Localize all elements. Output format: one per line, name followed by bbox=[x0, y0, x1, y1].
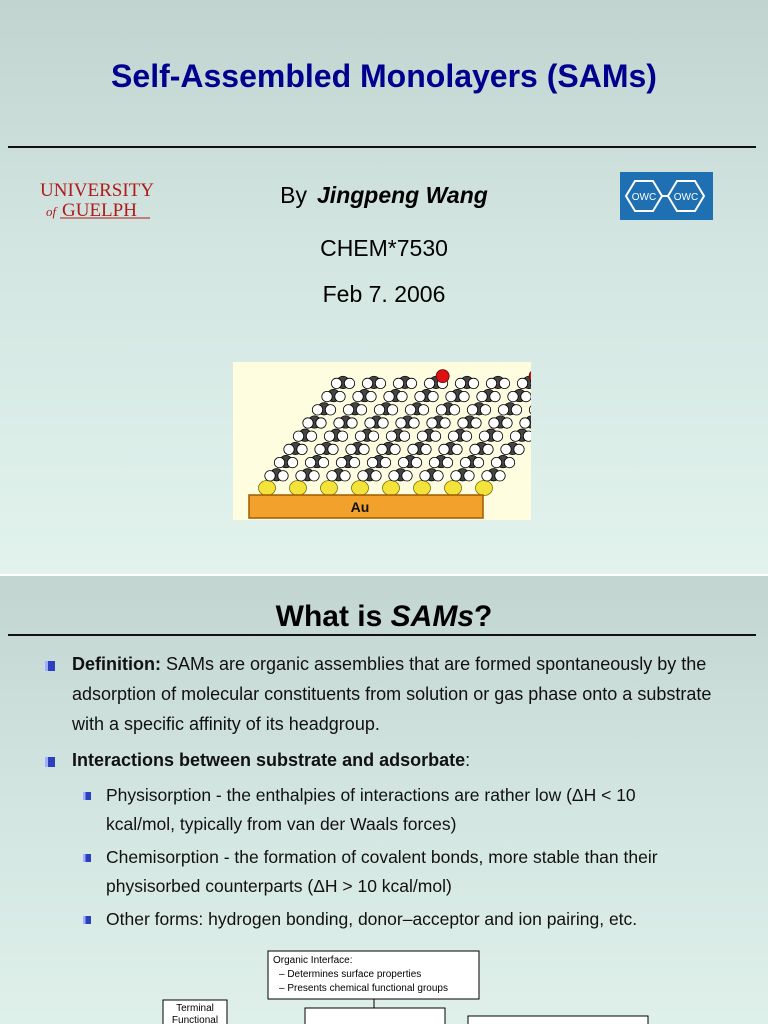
title-divider bbox=[8, 634, 756, 636]
sub-bullet-icon bbox=[82, 853, 92, 863]
organic-interface-item-1: – Determines surface properties bbox=[279, 969, 422, 980]
author-name: Jingpeng Wang bbox=[317, 182, 488, 208]
definition-slide bbox=[0, 576, 768, 1024]
terminal-group-atom bbox=[436, 370, 449, 383]
sub-item-chemisorption-line-2: physisorbed counterparts (ΔH > 10 kcal/mol) bbox=[106, 876, 452, 896]
substrate-label: Au bbox=[350, 499, 370, 515]
owc-text-right: OWC bbox=[673, 192, 699, 203]
presentation-date: Feb 7. 2006 bbox=[322, 281, 446, 307]
organic-interface-item-2: – Presents chemical functional groups bbox=[279, 983, 448, 994]
logo-line-guelph: GUELPH bbox=[62, 200, 137, 221]
square-bullet-icon bbox=[44, 756, 56, 768]
sam-molecule-figure bbox=[233, 362, 531, 520]
logo-line-of: of bbox=[46, 204, 57, 219]
by-label: By bbox=[280, 182, 308, 208]
definition-line-1: Definition: SAMs are organic assemblies that are formed spontaneously by the bbox=[72, 654, 707, 674]
owc-text-left: OWC bbox=[631, 192, 657, 203]
sub-bullet-icon bbox=[82, 915, 92, 925]
slide-title: Self-Assembled Monolayers (SAMs) bbox=[111, 58, 657, 94]
course-code: CHEM*7530 bbox=[320, 235, 448, 261]
organic-interface-title: Organic Interface: bbox=[273, 955, 353, 966]
title-divider bbox=[8, 146, 756, 148]
sub-item-other-forms: Other forms: hydrogen bonding, donor–acceptor and ion pairing, etc. bbox=[106, 909, 638, 929]
terminal-label-line-1: Terminal bbox=[176, 1003, 214, 1014]
definition-line-3: with a specific affinity of its headgroup. bbox=[72, 714, 380, 734]
sub-bullet-icon bbox=[82, 791, 92, 801]
interactions-heading: Interactions between substrate and adsorbate: bbox=[72, 750, 471, 770]
sam-structure-diagram bbox=[160, 944, 680, 1024]
owc-logo bbox=[620, 172, 713, 220]
logo-line-university: UNIVERSITY bbox=[40, 180, 154, 201]
slide-title: What is SAMs? bbox=[275, 600, 493, 633]
square-bullet-icon bbox=[44, 660, 56, 672]
terminal-label-line-2: Functional bbox=[171, 1015, 219, 1024]
sub-item-chemisorption-line-1: Chemisorption - the formation of covalent bonds, more stable than their bbox=[106, 847, 658, 867]
sub-item-physisorption-line-1: Physisorption - the enthalpies of interactions are rather low (ΔH < 10 bbox=[106, 785, 636, 805]
sub-item-physisorption-line-2: kcal/mol, typically from van der Waals forces) bbox=[106, 814, 457, 834]
definition-line-2: adsorption of molecular constituents from solution or gas phase onto a substrate bbox=[72, 684, 712, 704]
